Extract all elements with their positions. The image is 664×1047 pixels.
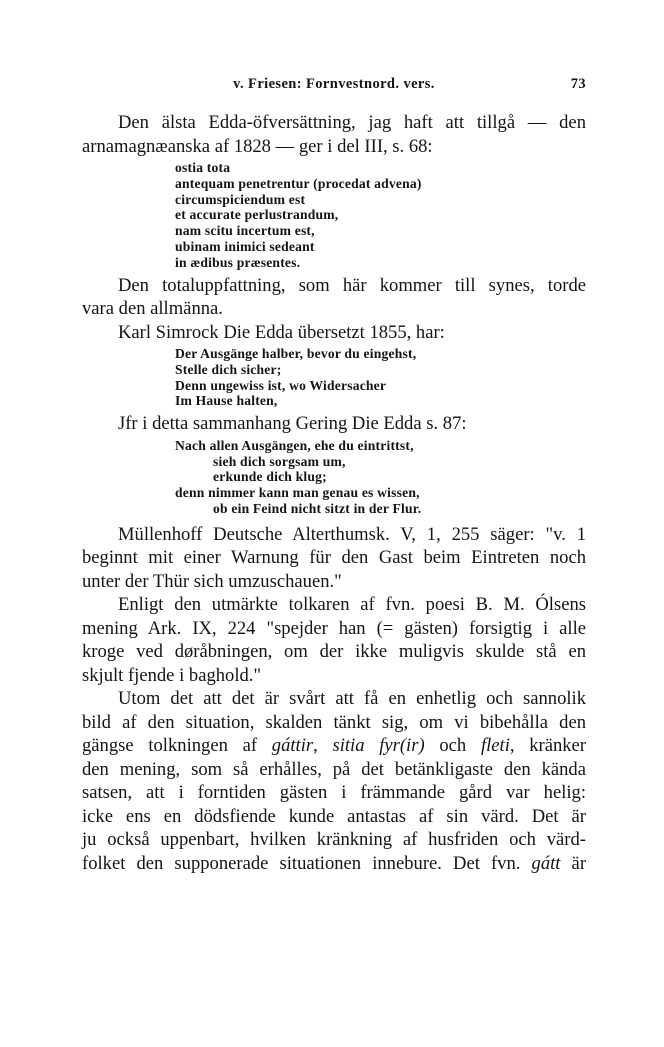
text-line: arnamagnæanska af 1828 — ger i del III, s. 68: [82, 135, 433, 157]
text-line: Enligt den utmärkte tolkaren af fvn. poesi B. M. Ólsens [118, 594, 586, 616]
quote-line: in ædibus præsentes. [175, 254, 301, 270]
italic-term-gattir: gáttir [271, 735, 314, 757]
paragraph-total-interpretation [82, 274, 586, 321]
text-line: unter der Thür sich umzuschauen." [82, 570, 342, 592]
text-line: bild af den situation, skalden tänkt sig, om vi bibehålla den [82, 711, 586, 733]
quote-line: antequam penetrentur (procedat advena) [175, 175, 422, 191]
paragraph-edda-translation [82, 111, 586, 158]
quote-line: Der Ausgänge halber, bevor du eingehst, [175, 346, 417, 362]
text-line: Utom det att det är svårt att få en enhetlig och sannolik [118, 688, 586, 710]
paragraph-olsen [82, 593, 586, 687]
quote-line: denn nimmer kann man genau es wissen, [175, 485, 420, 501]
quote-line: sieh dich sorgsam um, [213, 453, 346, 469]
text-line: icke ens en dödsfiende kunde antastas af sin värd. Det är [82, 805, 586, 827]
text-line: mening Ark. IX, 224 "spejder han (= gästen) forsigtig i alle [82, 617, 586, 639]
simrock-quotation [82, 346, 586, 409]
gering-quotation [82, 438, 586, 517]
latin-quotation [82, 160, 586, 271]
text-line [82, 734, 586, 758]
quote-line: nam scitu incertum est, [175, 223, 315, 239]
text-line: vara den allmänna. [82, 298, 223, 320]
text-line: den mening, som så erhålles, på det betänkligaste den kända [82, 758, 586, 780]
paragraph-mullenhoff [82, 523, 586, 594]
quote-line: Stelle dich sicher; [175, 361, 282, 377]
paragraph-gering [82, 412, 586, 436]
text-line: Den totaluppfattning, som här kommer till synes, torde [118, 274, 586, 296]
text-line: satsen, att i forntiden gästen i främmande gård var helig: [82, 782, 586, 804]
text-line: Müllenhoff Deutsche Alterthumsk. V, 1, 255 säger: "v. 1 [118, 523, 586, 545]
quote-line: et accurate perlustrandum, [175, 207, 339, 223]
quote-line: ubinam inimici sedeant [175, 238, 315, 254]
paragraph-simrock [82, 321, 586, 345]
text-run: , [313, 735, 333, 757]
text-line: ju också uppenbart, hvilken kränkning af husfriden och värd- [82, 829, 586, 851]
text-run: , kränker [509, 735, 587, 757]
text-run: gängse tolkningen af [82, 735, 272, 757]
text-line: Jfr i detta sammanhang Gering Die Edda s. 87: [118, 413, 467, 435]
italic-term-sitia-fyrir: sitia fyr(ir) [332, 735, 425, 757]
quote-line: ostia tota [175, 160, 231, 175]
text-line: kroge ved døråbningen, om der ikke muligvis skulde stå en [82, 641, 586, 663]
page-header [82, 76, 586, 96]
quote-line: erkunde dich klug; [213, 469, 327, 485]
text-run: och [424, 735, 481, 757]
quote-line: Nach allen Ausgängen, ehe du eintrittst, [175, 437, 414, 453]
text-line: beginnt mit einer Warnung für den Gast beim Eintreten noch [82, 547, 586, 569]
quote-line: Im Hause halten, [175, 393, 278, 409]
text-line: skjult fjende i baghold." [82, 664, 262, 686]
quote-line: ob ein Feind nicht sitzt in der Flur. [213, 500, 422, 516]
text-line: Karl Simrock Die Edda übersetzt 1855, har: [118, 321, 445, 343]
text-run: är [560, 852, 587, 874]
text-line: Den älsta Edda-öfversättning, jag haft att tillgå — den [118, 112, 586, 133]
quote-line: circumspiciendum est [175, 191, 306, 207]
quote-line: Denn ungewiss ist, wo Widersacher [175, 377, 387, 393]
page-number: 73 [570, 76, 586, 92]
paragraph-situation [82, 687, 586, 875]
italic-term-gatt: gátt [531, 852, 561, 874]
italic-term-fleti: fleti [480, 735, 510, 757]
text-line [82, 852, 586, 876]
page-body [82, 111, 586, 875]
running-title: v. Friesen: Fornvestnord. vers. [233, 76, 435, 92]
text-run: folket den supponerade situationen innebure. Det fvn. [82, 852, 532, 874]
